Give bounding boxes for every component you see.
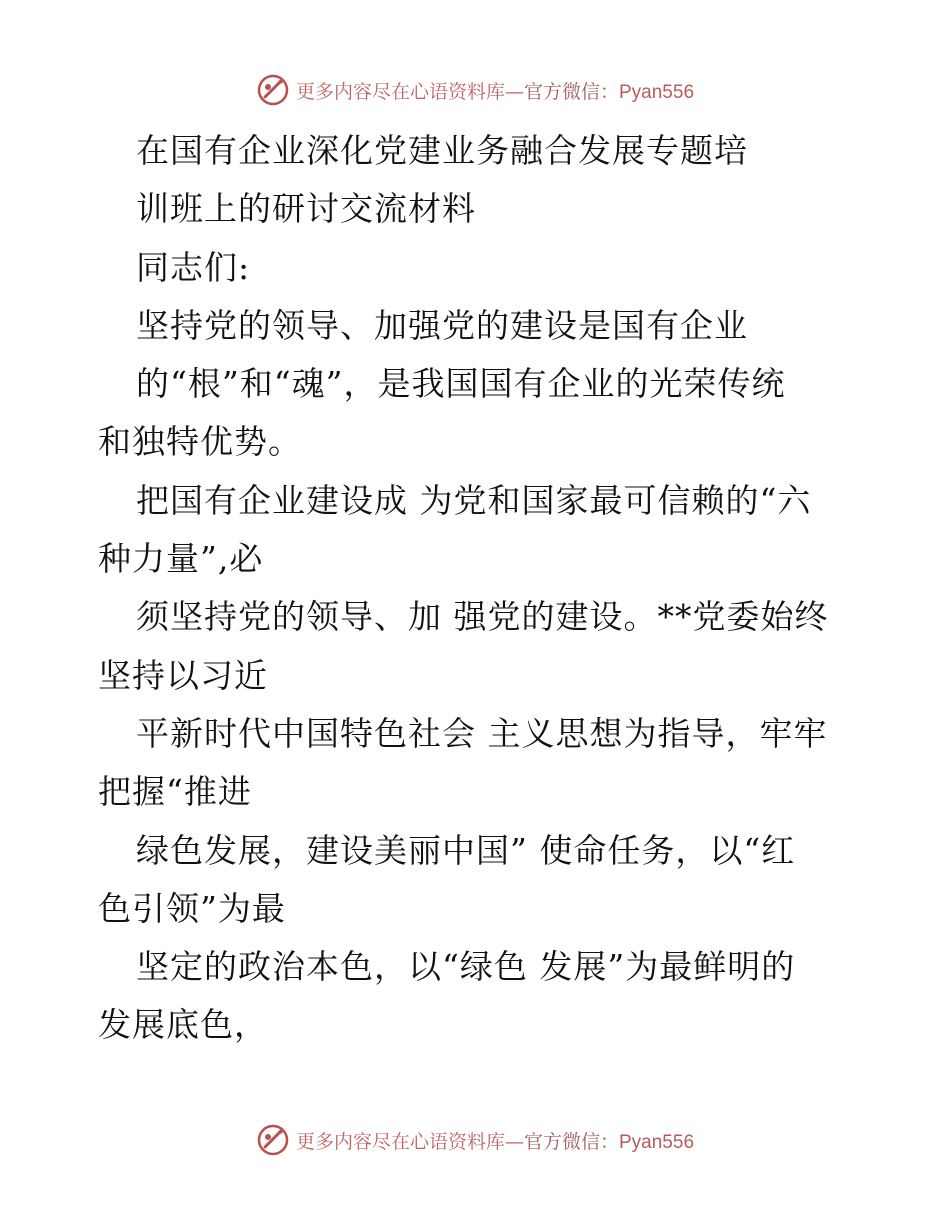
banner-wechat-label: 官方微信： xyxy=(523,1130,619,1153)
paragraph-line: 的“根”和“魂”，是我国国有企业的光荣传统 xyxy=(136,364,786,404)
paragraph-line: 坚持以习近 xyxy=(98,655,268,695)
brand-logo-icon xyxy=(256,1123,290,1157)
footer-watermark-banner xyxy=(0,1120,950,1160)
paragraph-line: 坚定的政治本色，以“绿色 发展”为最鲜明的 xyxy=(136,947,796,987)
paragraph-line: 平新时代中国特色社会 主义思想为指导，牢牢 xyxy=(136,713,828,753)
salutation: 同志们: xyxy=(136,247,251,287)
header-watermark-banner xyxy=(0,70,950,110)
banner-dash: — xyxy=(504,1130,524,1153)
paragraph-line: 种力量”,必 xyxy=(98,539,264,579)
paragraph-line: 须坚持党的领导、加 强党的建设。**党委始终 xyxy=(136,597,829,637)
banner-dash: — xyxy=(504,80,524,103)
paragraph-line: 把国有企业建设成 为党和国家最可信赖的“六 xyxy=(136,480,812,520)
paragraph-line: 坚持党的领导、加强党的建设是国有企业 xyxy=(136,305,748,345)
banner-wechat-id: Pyan556 xyxy=(619,81,695,103)
paragraph-line: 发展底色， xyxy=(98,1005,268,1045)
banner-wechat-id: Pyan556 xyxy=(619,1131,695,1153)
banner-wechat-label: 官方微信： xyxy=(523,80,619,103)
banner-main-text: 更多内容尽在心语资料库 xyxy=(295,80,505,103)
paragraph-line: 把握“推进 xyxy=(98,772,252,812)
document-body xyxy=(98,122,858,1055)
document-title-line-1: 在国有企业深化党建业务融合发展专题培 xyxy=(136,131,748,170)
paragraph-line: 色引领”为最 xyxy=(98,888,286,928)
banner-main-text: 更多内容尽在心语资料库 xyxy=(295,1130,505,1153)
paragraph-line: 绿色发展，建设美丽中国” 使命任务，以“红 xyxy=(136,830,796,870)
brand-logo-icon xyxy=(256,73,290,107)
document-title-line-2: 训班上的研讨交流材料 xyxy=(136,189,476,229)
paragraph-line: 和独特优势。 xyxy=(98,422,302,462)
